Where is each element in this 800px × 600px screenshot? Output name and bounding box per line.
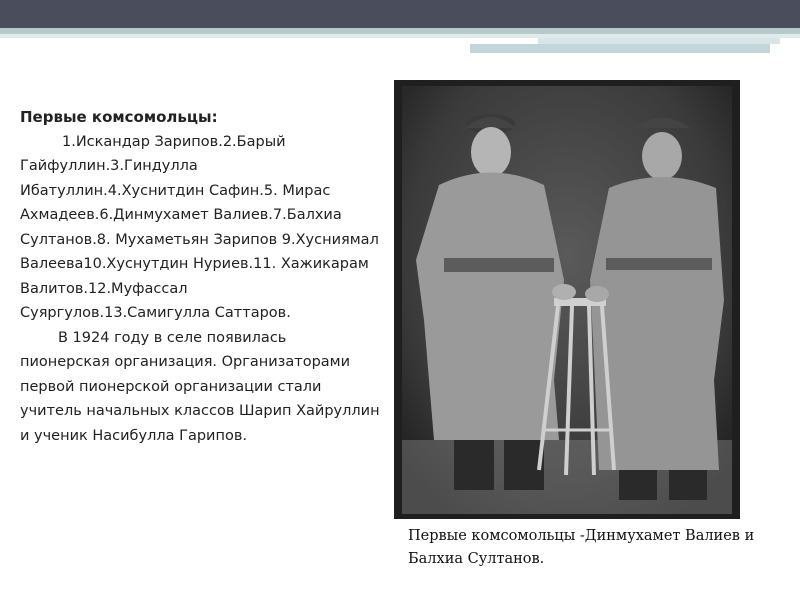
pioneer-organization-paragraph: В 1924 году в селе появилась пионерская организация. Организаторами первой пионерской организации стали учитель начальных классов Шарип Хайруллин и ученик Насибулла Гарипов. [20, 329, 380, 444]
photo-caption: Первые комсомольцы -Динмухамет Валиев и Балхиа Султанов. [408, 528, 755, 567]
slide-header-bar [0, 0, 800, 28]
header-decor-bar [470, 44, 770, 53]
slide-text-block [20, 105, 380, 448]
slide-heading: Первые комсомольцы: [20, 108, 218, 126]
komsomol-members-list: 1.Искандар Зарипов.2.Барый Гайфуллин.3.Гиндулла Ибатуллин.4.Хуснитдин Сафин.5. Мирас Ахмадеев.6.Динмухамет Валиев.7.Балхиа Султанов.8. Мухаметьян Зарипов 9.Хусниямал Валеева10.Хуснутдин Нуриев.11. Хажикарам Валитов.12.Муфассал Суяргулов.13.Самигулла Саттаров. [20, 133, 379, 321]
historical-photo [394, 80, 740, 519]
